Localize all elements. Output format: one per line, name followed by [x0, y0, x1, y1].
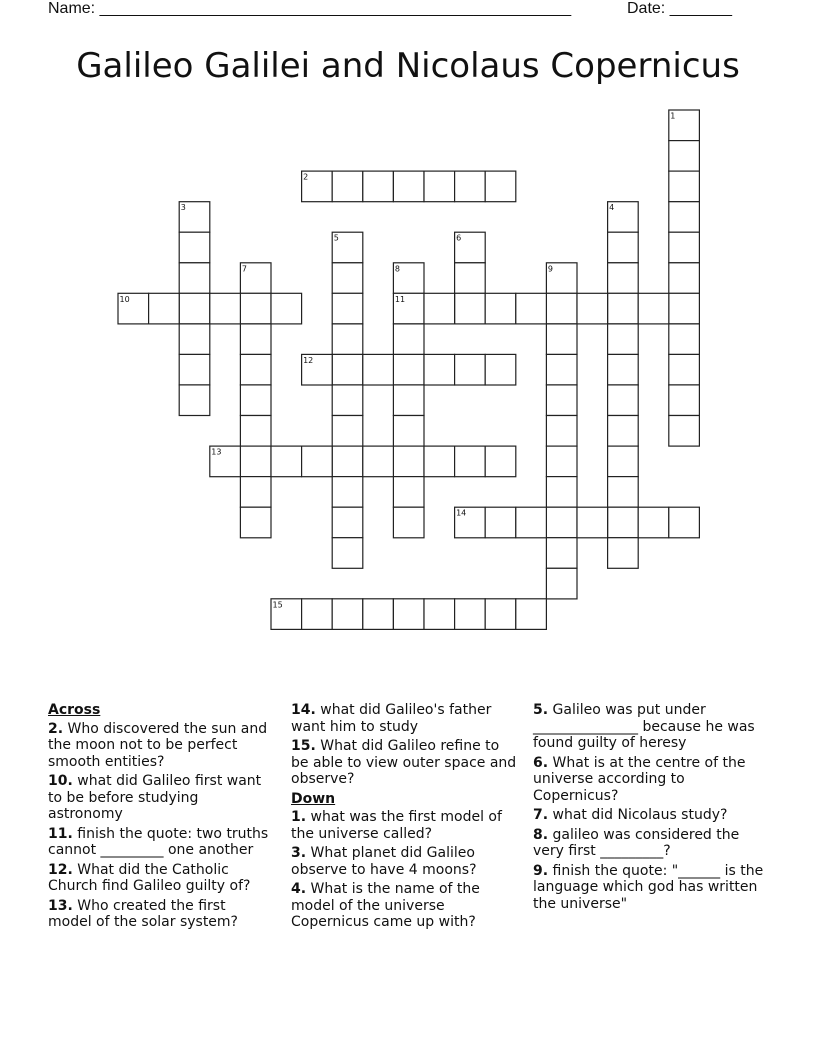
clue-number: 7.	[533, 807, 549, 823]
grid-cell[interactable]	[332, 385, 363, 416]
grid-cell[interactable]	[240, 324, 271, 355]
clue-number: 12.	[48, 861, 73, 878]
grid-cell[interactable]	[179, 324, 210, 355]
grid-cell[interactable]	[332, 507, 363, 538]
clue-8	[533, 827, 765, 860]
clue-number-label: 9	[547, 264, 553, 274]
clue-number: 14.	[291, 702, 316, 718]
grid-cell[interactable]	[302, 446, 333, 477]
grid-cell[interactable]	[393, 354, 424, 385]
clue-2	[48, 721, 270, 771]
grid-cell[interactable]	[669, 354, 700, 385]
clue-number-label: 12	[303, 355, 314, 365]
clue-number-label: 7	[241, 264, 247, 274]
grid-cell[interactable]	[332, 599, 363, 630]
clues-column-3	[533, 702, 765, 915]
grid-cell[interactable]	[577, 293, 608, 324]
clue-text: galileo was considered the very first _________?	[533, 826, 740, 859]
grid-cell[interactable]	[516, 599, 547, 630]
grid-cell[interactable]	[332, 293, 363, 324]
grid-cell[interactable]	[393, 599, 424, 630]
grid-cell[interactable]	[669, 293, 700, 324]
grid-cell[interactable]	[424, 293, 455, 324]
grid-cell[interactable]	[240, 354, 271, 385]
grid-cell[interactable]	[332, 416, 363, 447]
grid-cell[interactable]	[485, 293, 516, 324]
grid-cell[interactable]	[393, 171, 424, 202]
clue-number-label: 14	[456, 508, 467, 518]
grid-cell[interactable]	[149, 293, 180, 324]
grid-cell[interactable]	[608, 263, 639, 294]
grid-cell[interactable]	[240, 293, 271, 324]
grid-cell[interactable]	[363, 354, 394, 385]
grid-cell[interactable]	[546, 293, 577, 324]
down-heading: Down	[291, 790, 336, 807]
clue-number: 13.	[48, 897, 73, 914]
grid-cell[interactable]	[271, 446, 302, 477]
clue-number: 5.	[533, 702, 549, 718]
clue-text: What is at the centre of the universe according to Copernicus?	[533, 754, 746, 804]
grid-cell[interactable]	[332, 324, 363, 355]
clue-number: 10.	[48, 773, 73, 789]
grid-cell[interactable]	[608, 232, 639, 263]
grid-cell[interactable]	[179, 354, 210, 385]
grid-cell[interactable]	[516, 507, 547, 538]
grid-cell[interactable]	[179, 385, 210, 416]
grid-cell[interactable]	[240, 416, 271, 447]
clue-text: What planet did Galileo observe to have 4 moons?	[291, 845, 477, 878]
clue-text: what did Galileo first want to be before studying astronomy	[48, 773, 262, 822]
clue-text: Who discovered the sun and the moon not to be perfect smooth entities?	[48, 720, 268, 770]
grid-cell[interactable]	[240, 507, 271, 538]
clue-text: Galileo was put under _______________ because he was found guilty of heresy	[533, 702, 755, 751]
grid-cell[interactable]	[669, 232, 700, 263]
clue-number-label: 1	[670, 111, 676, 121]
clue-13	[48, 898, 270, 931]
grid-cell[interactable]	[516, 293, 547, 324]
grid-cell[interactable]	[669, 507, 700, 538]
grid-cell[interactable]	[424, 354, 455, 385]
grid-cell[interactable]	[485, 599, 516, 630]
grid-cell[interactable]	[179, 263, 210, 294]
grid-cell[interactable]	[546, 324, 577, 355]
grid-cell[interactable]	[363, 599, 394, 630]
grid-cell[interactable]	[546, 354, 577, 385]
grid-cell[interactable]	[302, 599, 333, 630]
clue-12	[48, 862, 270, 895]
grid-cell[interactable]	[271, 293, 302, 324]
grid-cell[interactable]	[577, 507, 608, 538]
grid-cell[interactable]	[332, 538, 363, 569]
name-field[interactable]: _____________________________________________________	[99, 0, 572, 17]
grid-cell[interactable]	[332, 477, 363, 508]
clue-number: 6.	[533, 754, 549, 771]
clue-number-label: 15	[272, 600, 283, 610]
grid-cell[interactable]	[669, 385, 700, 416]
clue-number: 11.	[48, 825, 73, 842]
clue-5	[533, 702, 765, 752]
grid-cell[interactable]	[455, 446, 486, 477]
clue-number: 9.	[533, 862, 549, 879]
clue-number: 1.	[291, 809, 307, 825]
down-clue-list-continued	[533, 702, 765, 912]
clue-number-label: 5	[333, 233, 339, 243]
clue-number: 3.	[291, 845, 307, 861]
grid-cell[interactable]	[638, 507, 669, 538]
grid-cell[interactable]	[546, 568, 577, 599]
grid-cell[interactable]	[608, 507, 639, 538]
clue-15	[291, 738, 521, 788]
grid-cell[interactable]	[485, 171, 516, 202]
grid-cell[interactable]	[332, 171, 363, 202]
grid-cell[interactable]	[669, 202, 700, 233]
clue-text: what did Galileo's father want him to study	[291, 702, 492, 735]
grid-cell[interactable]	[332, 263, 363, 294]
grid-cell[interactable]	[393, 477, 424, 508]
across-heading: Across	[48, 702, 101, 718]
clue-text: what did Nicolaus study?	[552, 807, 728, 823]
clue-1	[291, 809, 521, 842]
clue-number: 4.	[291, 881, 307, 897]
date-label: Date:	[627, 0, 670, 17]
grid-cell[interactable]	[485, 507, 516, 538]
down-clue-list	[291, 809, 521, 931]
grid-cell[interactable]	[608, 446, 639, 477]
grid-cell[interactable]	[608, 354, 639, 385]
grid-cell[interactable]	[546, 416, 577, 447]
grid-cell[interactable]	[393, 385, 424, 416]
grid-cell[interactable]	[669, 141, 700, 172]
grid-cell[interactable]	[179, 232, 210, 263]
clue-text: Who created the first model of the solar system?	[48, 897, 238, 930]
grid-cell[interactable]	[485, 354, 516, 385]
grid-cell[interactable]	[608, 477, 639, 508]
grid-cell[interactable]	[455, 599, 486, 630]
clue-number-label: 2	[303, 172, 309, 182]
clue-number-label: 3	[180, 203, 186, 213]
grid-cell[interactable]	[240, 477, 271, 508]
grid-cell[interactable]	[546, 477, 577, 508]
clue-text: what was the first model of the universe called?	[291, 809, 502, 842]
grid-cell[interactable]	[669, 324, 700, 355]
grid-cell[interactable]	[393, 324, 424, 355]
grid-cell[interactable]	[485, 446, 516, 477]
clue-text: finish the quote: two truths cannot _________ one another	[48, 825, 269, 858]
grid-cell[interactable]	[608, 324, 639, 355]
clue-number-label: 4	[609, 203, 615, 213]
grid-cell[interactable]	[424, 446, 455, 477]
clue-text: What did the Catholic Church find Galileo guilty of?	[48, 861, 251, 894]
grid-cell[interactable]	[608, 293, 639, 324]
grid-cell[interactable]	[546, 507, 577, 538]
grid-cell[interactable]	[240, 385, 271, 416]
clue-text: What did Galileo refine to be able to view outer space and observe?	[291, 738, 517, 787]
grid-cell[interactable]	[455, 293, 486, 324]
grid-cell[interactable]	[608, 385, 639, 416]
clue-3	[291, 845, 521, 878]
grid-cell[interactable]	[669, 171, 700, 202]
grid-cell[interactable]	[424, 171, 455, 202]
grid-cell[interactable]	[669, 263, 700, 294]
clue-14	[291, 702, 521, 735]
grid-cell[interactable]	[240, 446, 271, 477]
grid-cell[interactable]	[455, 354, 486, 385]
grid-cell[interactable]	[455, 263, 486, 294]
clue-7	[533, 807, 765, 824]
grid-cell[interactable]	[546, 446, 577, 477]
clue-number: 15.	[291, 738, 316, 754]
clues-column-1	[48, 702, 270, 934]
grid-cell[interactable]	[638, 293, 669, 324]
grid-cell[interactable]	[179, 293, 210, 324]
date-field[interactable]: _______	[669, 0, 732, 17]
grid-cell[interactable]	[393, 446, 424, 477]
clue-10	[48, 773, 270, 823]
clues-column-2	[291, 702, 521, 934]
grid-cell[interactable]	[608, 538, 639, 569]
grid-cell[interactable]	[332, 446, 363, 477]
grid-cell[interactable]	[608, 416, 639, 447]
page-title: Galileo Galilei and Nicolaus Copernicus	[76, 46, 740, 86]
clue-text: finish the quote: "______ is the language which god has written the universe"	[533, 862, 764, 912]
grid-cell[interactable]	[363, 446, 394, 477]
grid-cell[interactable]	[546, 538, 577, 569]
grid-cell[interactable]	[393, 507, 424, 538]
clue-number-label: 10	[119, 294, 130, 304]
clue-number: 2.	[48, 720, 64, 737]
clue-9	[533, 863, 765, 913]
clue-6	[533, 755, 765, 805]
clue-number-label: 11	[394, 294, 406, 304]
grid-cell[interactable]	[332, 354, 363, 385]
name-label: Name:	[48, 0, 100, 17]
grid-cell[interactable]	[455, 171, 486, 202]
grid-cell[interactable]	[546, 385, 577, 416]
across-clue-list	[48, 721, 270, 931]
clue-number-label: 13	[211, 447, 222, 457]
grid-cell[interactable]	[393, 416, 424, 447]
clue-text: What is the name of the model of the universe Copernicus came up with?	[291, 881, 480, 930]
grid-cell[interactable]	[669, 416, 700, 447]
across-clue-list-continued	[291, 702, 521, 788]
grid-cell[interactable]	[363, 171, 394, 202]
clue-11	[48, 826, 270, 859]
clue-4	[291, 881, 521, 931]
grid-cell[interactable]	[210, 293, 241, 324]
grid-cell[interactable]	[424, 599, 455, 630]
clue-number-label: 6	[456, 233, 462, 243]
clue-number: 8.	[533, 826, 549, 843]
clue-number-label: 8	[394, 264, 400, 274]
